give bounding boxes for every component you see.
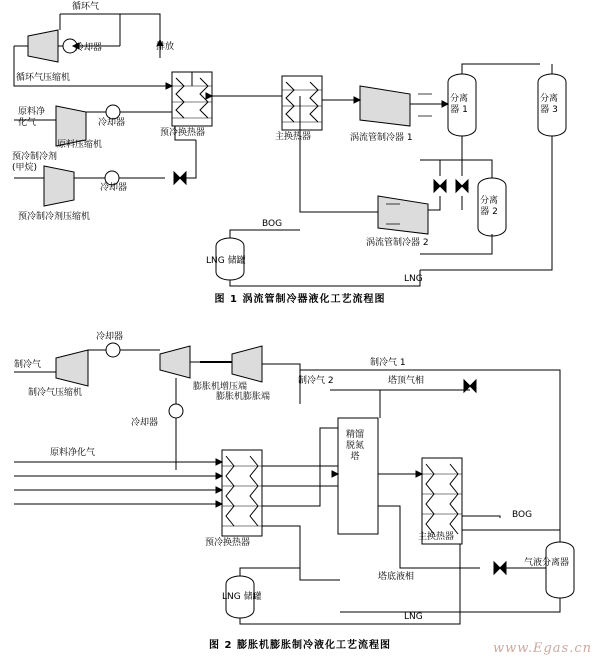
label-cooler-1: 冷却器 [75, 43, 103, 53]
watermark: www.Egas.cn [493, 641, 592, 656]
label-tower-bottom-liquid: 塔底液相 [378, 572, 415, 582]
label-recycle-compressor: 循环气压缩机 [16, 73, 71, 83]
label-lng-line: LNG [404, 274, 423, 284]
label-expander-booster: 膨胀机增压端 [193, 382, 248, 392]
label-vortex-cooler-2: 涡流管制冷器 2 [366, 238, 429, 248]
label-main-heat-exchanger: 主换热器 [275, 132, 312, 142]
label-cooler-1: 冷却器 [96, 332, 124, 342]
label-cooler-2: 冷却器 [98, 118, 126, 128]
label-main-heat-exchanger: 主换热器 [418, 532, 455, 542]
label-refrigerant-2: 制冷气 2 [298, 376, 334, 386]
label-precool-compressor: 预冷制冷剂压缩机 [18, 212, 91, 222]
label-tower-top-gas: 塔顶气相 [388, 376, 425, 386]
label-vortex-cooler-1: 涡流管制冷器 1 [350, 133, 413, 143]
label-feed-gas: 原料净 化气 [18, 107, 46, 128]
label-separator-2: 分离 器 2 [480, 196, 499, 217]
label-cooler-2: 冷却器 [131, 418, 159, 428]
label-separator-1: 分离 器 1 [450, 94, 469, 115]
label-feed-gas: 原料净化气 [50, 448, 96, 458]
label-feed-compressor: 原料压缩机 [57, 140, 103, 150]
label-recycle-gas: 循环气 [72, 2, 100, 12]
label-precool-refrigerant: 预冷制冷剂 (甲烷) [12, 152, 58, 173]
label-lng-line: LNG [404, 612, 423, 622]
label-pre-heat-exchanger: 预冷换热器 [205, 538, 251, 548]
figure-1 [0, 0, 600, 310]
figure-2 [0, 320, 600, 660]
figure-2-diagram [0, 320, 600, 640]
label-lng-tank: LNG 储罐 [206, 256, 246, 266]
label-separator-3: 分离 器 3 [540, 94, 559, 115]
label-refrigerant-compressor: 制冷气压缩机 [28, 388, 83, 398]
label-expander-end: 膨胀机膨胀端 [216, 392, 271, 402]
label-pre-heat-exchanger: 预冷换热器 [160, 128, 206, 138]
label-cooler-3: 冷却器 [100, 183, 128, 193]
label-lng-tank: LNG 储罐 [222, 592, 262, 602]
label-distillation-tower: 精馏 脱氮 塔 [346, 430, 365, 462]
figure-1-caption: 图 1 涡流管制冷器液化工艺流程图 [214, 294, 386, 305]
label-refrigerant-1: 制冷气 1 [370, 358, 406, 368]
label-vent: 排放 [156, 42, 175, 52]
label-gas-liquid-separator: 气液分离器 [524, 558, 570, 568]
label-refrigerant-gas: 制冷气 [14, 360, 42, 370]
label-bog: BOG [262, 219, 283, 229]
label-bog: BOG [512, 510, 533, 520]
figure-2-caption: 图 2 膨胀机膨胀制冷液化工艺流程图 [209, 640, 391, 651]
